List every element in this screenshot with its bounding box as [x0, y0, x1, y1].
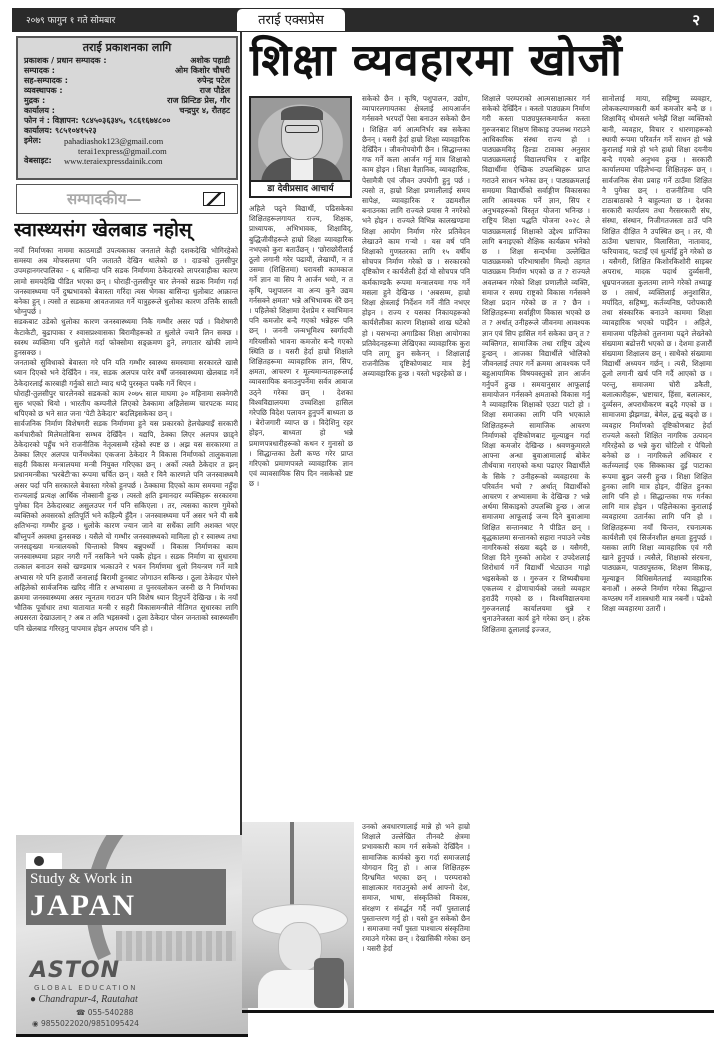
page-header-bar: [12, 8, 714, 32]
imprint-value: चन्द्रपुर ४, रौतहट: [179, 106, 230, 115]
email-row: [24, 136, 230, 146]
author-byline: डा देवीप्रसाद आचार्य: [249, 182, 352, 198]
imprint-label: सह-सम्पादक :: [24, 76, 68, 85]
pen-icon: [203, 192, 225, 206]
email-link[interactable]: terai1express@gmail.com: [78, 146, 167, 156]
email-label: इमेल:: [24, 136, 42, 145]
imprint-value: राज पौडेल: [199, 86, 230, 95]
imprint-label: मुद्रक :: [24, 96, 46, 105]
imprint-value: रुपेन्द्र पटेल: [197, 76, 230, 85]
imprint-row: [24, 106, 230, 116]
article-text: सानोलाई माया, सहिष्णु व्यवहार, लोककल्याणकारी कर्म कमजोर बन्दै छ । शिक्षाविद् थोमसले भनेझैं शिक्षा व्यक्तिको बानी, व्यवहार, विचार र धारणाहरूको स्थायी रूपमा परिवर्तन गर्ने साधन हो भन्ने कुरालाई मान्ने हो भने हाम्रो शिक्षा दयनीय बन्दै गएको अनुभव हुन्छ । सरकारी कार्यालयमा पहिलेभन्दा शिक्षितहरू छन् । सार्वजनिक सेवा प्रवाह गर्ने ठाउँमा शिक्षित नै पुगेका छन् । राजनीतिमा पनि टाठाबाठाको नै बाहुल्यता छ । देशका सरकारी कार्यालय तथा गैरसरकारी संघ, संस्था, संस्थान, निजीगतजस्ता ठाउँ पनि शिक्षित दीक्षित नै उपस्थित छन् । तर, यी ठाउँमा भ्रष्टाचार, विलासिता, नातावाद, फरियावाद, फटाइँ एवं धुर्त्याइँ हुने गरेको छ । यसैगरी, शिक्षित किशोरकिशोरी साइबर अपराध, मादक पदार्थ दुर्व्यसनी, धूम्रपानजस्ता कुलतमा लाग्ने गरेको तथ्याङ्क छ । तसर्थ, व्यक्तिलाई अनुशासित, मर्यादित, सहिष्णु, कर्तव्यनिष्ठ, परोपकारी तथा संस्कारिक बनाउने काममा शिक्षा व्यावहारिक भएको पाइँदैन । अहिले, समाजमा पहिलेको तुलनामा पढ्ने लेख्नेको संख्यामा बढोत्तरी भएको छ । देशमा हजारौं संख्यामा शिक्षालय छन् । साथैको संख्यामा विद्यार्थी अध्ययन गर्छन् । त्यसै, शिक्षामा ठूलो लगानी खर्च पनि गर्दै आएको छ । परन्तु, समाजमा चोरी डकैती, बलात्कारीहरू, भ्रष्टाचार, हिंसा, बलात्कार, दुर्व्यसन, अपराधीकरण बढ्दै गएको छ । सामाजमा झैझगडा, बेमेल, द्वन्द्व बढ्दो छ । व्यवहार निर्माणको दृष्टिकोणबाट हेर्दा राज्यले कस्तो शिक्षित नागरिक उत्पादन गरिरहेको छ भन्ने कुरा चोटिलो र पेचिलो बनेको छ । नागरिकले अधिकार र कर्तव्यलाई एक सिक्काका दुई पाटाका रूपमा बुझ्न जरुरी हुन्छ । शिक्षा शिक्षित हुनका लागि मात्र होइन, दीक्षित हुनका लागि पनि हो । सिद्धान्तका गफ गर्नका लागि मात्र होइन । पहिलेकाका कुरालाई व्यवहारमा उतार्नका लागि पनि हो । शिक्षितहरूमा नयाँ चिन्तन, रचनात्मक कार्यशैली एवं सिर्जनशील क्षमता हुनुपर्छ । यसका लागि शिक्षा व्यावहारिक एवं गरी खाने हुनुपर्छ । त्यसैले, शिक्षाको संरचना, पाठ्यक्रम, पाठ्यपुस्तक, शिक्षण सिकाइ, मूल्याङ्कन विधिसमेतलाई व्यावहारिक बनाऔं । अरूले निर्माण गरेका सिद्धान्त कण्ठस्थ गर्ने शास्त्रधारी मात्र नबनौं । पढेको शिक्षा व्यवहारमा उतारौं ।: [602, 94, 712, 614]
website-row: [24, 156, 230, 166]
editorial-label: सम्पादकीय—: [67, 190, 142, 208]
phone-icon: ☎: [76, 1008, 88, 1017]
page-number: २: [692, 11, 700, 29]
email-label-spacer: [24, 146, 64, 156]
ad-address-text: Chandrapur-4, Rautahat: [38, 994, 138, 1005]
author-photo: [249, 96, 352, 182]
city-skyline-image: [116, 931, 236, 961]
location-pin-icon: ●: [30, 994, 39, 1005]
imprint-label: सम्पादक :: [24, 66, 55, 75]
ad-country: JAPAN: [30, 889, 137, 922]
imprint-row: [24, 56, 230, 66]
imprint-row: [24, 76, 230, 86]
editorial-paragraph: नयाँ निर्माणका नाममा काठमाडौं उपत्यकाका जनताले केही दशकदेखि भोगिरहेको समस्या अब मोफसलमा पनि जताततै देखिन थालेको छ । दाङको तुलसीपुर उपमहानगरपालिका - ६ बासिन्दा पनि सडक निर्माणमा ठेकेदारको लापरवाहीका कारण लामो समयदेखि पीडित भएका छन् । घोराही-तुलसीपुर चार लेनको सडक निर्माण गर्दा जनस्वास्थ्यमा पर्ने दुष्प्रभावको बेवास्ता गरिंदा त्यस भेगका बासिन्दा धुलोबाट आक्रान्त बनेका हुन् । त्यसो त सडकमा आवतजावत गर्ने यात्रुहरूले धुलोका कारण उत्तिकै सास्ती भोग्नुपर्छ ।: [14, 246, 238, 317]
office-phone: कार्यालय: ९८५१०४१५२३: [24, 126, 97, 135]
imprint-label: कार्यालय :: [24, 106, 55, 115]
editorial-paragraph: घोराही-तुलसीपुर चारलेनको सडकको काम २०७५ साल माघमा ३० महिनामा सक्नेगरी सुरु भएको थियो । भारतीय कम्पनीले लिएको ठेक्कामा अहिलेसम्म चारपटक म्याद थपिएको छ भने सात जना 'पेटी ठेकेदार' बदलिइसकेका छन् ।: [14, 388, 238, 419]
ad-tagline: Study & Work in: [30, 871, 133, 887]
article-headline: शिक्षा व्यवहारमा खोजौं: [250, 35, 623, 86]
ad-subbrand: GLOBAL EDUCATION: [34, 984, 138, 992]
ad-telephone: [76, 1008, 133, 1018]
article-text: उनको अवधारणालाई मान्ने हो भने हाम्रो शिक्षाले उल्लेखित तीनवटै क्षेत्रमा प्रभावकारी काम गर्न सकेको देखिँदैन । सामाजिक कार्यको कुरा गर्दा समाजलाई योगदान दिनु हो । आज शिक्षितहरू दिग्भ्रमित भएका छन् । परम्पराको साक्षात्कार गराउनुको अर्थ आफ्नो देश, समाज, भाषा, संस्कृतिको विकास, संरक्षण र संवर्द्धन गर्दै नयाँ पुस्तालाई पुस्तान्तरण गर्नु हो । यसो हुन सकेको छैन । समाजमा नयाँ पुस्ता पाश्चात्य संस्कृतिमा रमाउने गरेका छन् । देखासिकी गरेका छन् । यसरी हेर्दा: [362, 822, 470, 954]
article-column-2: [362, 94, 470, 818]
article-text: अहिले पढ्ने विद्यार्थी, पढिसकेका शिक्षितहरूलगायत राज्य, शिक्षक, प्राध्यापक, अभिभावक, शिक्षाविद्, बुद्धिजीवीहरूले हाम्रो शिक्षा व्यावहारिक नभएको कुरा बताउँछन् । 'छोराछोरीलाई ठूलो लगानी गरेर पढायौं, लेखायौं, न त उसमा (शिक्षितमा) घरायसी कामकाज गर्ने ज्ञान वा सिप नै आर्जन भयो, न त कृषि, पशुपालन वा अन्य कुनै उद्यम गर्नसक्ने क्षमता' भन्ने अभिभावक धेरै छन् । पहिलेको शिक्षामा देशप्रेम र स्वाभिमान पनि कमजोर बन्दै गएको भन्नेहरू पनि छन् । जननी जन्मभूमिश्च स्वर्गादपी गरियसीको भावना कमजोर बन्दै गएको स्थिति छ । यसरी हेर्दा हाम्रो शिक्षाले शिक्षितहरूमा व्यावहारिक ज्ञान, सिप, क्षमता, आचरण र मूल्यमान्यताहरूलाई व्यावसायिक बनाउनुपर्नेमा सर्वत्र आवाज उठ्ने गरेका छन् । देशका विश्वविद्यालयमा उच्चशिक्षा हासिल गरेपछि विदेश पलायन हुनुपर्ने बाध्यता छ । बेरोजगारी व्याप्त छ । विदेशिनु रहर होइन, बाध्यता हो भन्ने प्रमाणपत्रधारीहरूको कथन र गुनासो छ । सिद्धान्तका ठेली कण्ठ गरेर प्राप्त गरिएको प्रमाणपत्रले व्यावहारिक ज्ञान एवं व्यावसायिक सिप दिन नसकेको प्रष्ट छ ।: [249, 204, 353, 489]
imprint-box: [16, 36, 238, 180]
editorial-headline: स्वास्थ्यसंग खेलबाड नहोस्: [14, 219, 192, 241]
ad-mobile: [32, 1019, 139, 1029]
ad-mobile-text: 9855022020/9851095424: [40, 1019, 139, 1028]
ad-address: [30, 994, 138, 1006]
article-column-1: [249, 204, 353, 816]
imprint-value: राज प्रिन्टिङ प्रेस, गौर: [167, 96, 230, 105]
ad-student-image: [242, 822, 354, 1008]
imprint-value: अशोक पहाडी: [190, 56, 230, 65]
editorial-paragraph: जनताको सुविधाको बेवास्ता गरे पनि यति गम्भीर स्वास्थ्य समस्यामा सरकारले खासै ध्यान दिएको भने देखिँदैन । नत्र, सडक अलपत्र पारेर वर्षौं जनस्वास्थ्यमा खेलबाड गर्ने ठेकेदारलाई कारबाही गर्नुको साटो म्याद थप्दै पुरस्कृत पक्कै गर्ने थिएन ।: [14, 358, 238, 388]
study-japan-advertisement[interactable]: [16, 835, 248, 1037]
article-text: सकेको छैन । कृषि, पशुपालन, उद्योग, व्यापारलगायतका क्षेत्रलाई आयआर्जन गर्नसक्ने भरपर्दो पेसा बनाउन सकेको छैन । शिक्षित वर्ग आत्मनिर्भर बन्न सकेका छैनन् । यसरी हेर्दा हाम्रो शिक्षा व्यावहारिक देखिँदैन । जीवनोपयोगी छैन । सिद्धान्तका गफ गर्ने कला आर्जन गर्नु मात्र शिक्षाको काम होइन । शिक्षा वैज्ञानिक, व्यावहारिक, पेसामैत्री एवं जीवन उपयोगी हुनु पर्छ । त्यसो त, हाम्रो शिक्षा प्रणालीलाई समय सापेक्ष, व्यावहारिक र उद्यमशील बनाउनका लागि राज्यले प्रयास नै नगरेको भने होइन । राज्यले विभिन्न कालखण्डमा शिक्षा आयोग निर्माण गरेर प्रतिवेदन लेखाउने काम गर्‍यो । यस वर्ष पनि शिक्षाको गुणस्तरका लागि १५ वर्षीय सोचपत्र निर्माण गरेको छ । सरकारको दृष्टिकोण र कार्यशैली हेर्दा यो सोचपत्र पनि कर्मकाण्डकै रूपमा मन्त्रालयमा गफ गर्ने मसला हुने देखिन्छ । 'अबसम्म, हाम्रो शिक्षा क्षेत्रलाई निर्देशन गर्ने नीति नभएर होइन । राज्य र यसका निकायहरूको कार्यशैलीका कारण शिक्षाको शाख घटेको हो । यसभन्दा अगाडिका शिक्षा आयोगका प्रतिवेदनहरूमा लेखिएका व्यावहारिक कुरा पनि लागू हुन सकेनन् । शिक्षालाई राजनीतिक दृष्टिकोणबाट मात्र हेर्नु अव्यावहारिक हुन्छ । यस्तो भइरहेको छ ।: [362, 94, 470, 379]
editorial-body: [14, 246, 238, 830]
imprint-row: [24, 96, 230, 106]
article-column-3: [482, 94, 590, 1006]
article-column-4: [602, 94, 712, 1006]
imprint-title: तराई प्रकाशनका लागि: [82, 41, 172, 54]
ad-phone: फोन नं : विज्ञापन: ९८४५०३६३४५, ९८६१६७४८००: [24, 116, 171, 125]
ad-brand-logo: ASTON: [30, 958, 120, 983]
email-row: [24, 146, 230, 156]
editorial-paragraph: सार्वजनिक निर्माण विशेषगरी सडक निर्माणमा हुने यस प्रकारको हेलचेक्र्याइँ सरकारी कर्मचारीको मिलेमतोबिना सम्भव देखिँदैन । यद्यपि, ठेक्का लिएर अलपत्र छाड्ने ठेकेदारको पहुँच भने राजनीतिक नेतृत्वसम्मै रहेको स्पष्ट छ । अझ यस सरकारमा त ठेक्का लिएर अलपत्र पार्नेमध्येका एकजना ठेकेदार नै विकास निर्माणको तालुकवाला सहरी विकास मन्त्रालयमा मन्त्री नियुक्त गरिएका छन् । अर्को त्यस्तै ठेकेदार त झन् प्रधानमन्त्रीका 'घरबेटी'का रूपमा चर्चित छन् । यस्तै र यिनै कारणले पनि जनस्वास्थ्यमै असर पर्दा पनि सरकारले बेवास्ता गरेको हुनपर्छ । ठेक्कामा दिएको काम समयमा नहुँदा राज्यलाई प्रत्यक्ष आर्थिक नोक्सानी हुन्छ । त्यस्तो क्षति इमानदार व्यक्तिहरू सरकारमा पुगेका दिन ठेकेदारबाट असुलउपर गर्न पनि सकिएला । तर, त्यसका कारण गुमेको व्यक्तिको अवसरको क्षतिपूर्ति भने कहिल्यै हुँदैन । जनस्वास्थ्यमा पर्ने असर भने यी सबै क्षतिभन्दा गम्भीर हुन्छ । धुलोके कारण ज्यान जाने वा सधैंका लागि अशक्त भएर बाँच्नुपर्ने अवस्था हुनसक्छ । यसैले यो गम्भीर जनस्वास्थ्यको मामिला हो र स्वास्थ्य तथा जनसङ्ख्या मन्त्रालयको चिन्ताको विषय बन्नुपर्थ्यो । विकास निर्माणका काम जनस्वास्थ्यमा प्रहार नगरी गर्ने नसकिने भने पक्कै होइन । सडक निर्माण वा सुधारमा तत्काल बनाउन सको खण्डमात्र भत्काउने र भवन निर्माणमा धुलो नियन्त्रण गर्ने मात्रै अभ्यास गरे पनि हजारौं जनालाई बिरामी हुनबाट जोगाउन सकिन्छ । ठूला ठेकेदार पोस्ने अहिलेको सार्वजनिक खरिद नीति र अभ्यासमा त पुनरवलोकन जरुरी छ नै निर्माणका क्रममा जनस्वास्थ्यमा असर न्यूनतम गराउन पनि विशेष ध्यान दिनुपर्ने देखिन्छ । के नयाँ भौतिक पूर्वाधार तथा यातायात मन्त्री र सहरी विकासमन्त्रीले नीतिगत सुधारका लागि अग्रसरता देखाउलान् ? अब त अति भइसक्यो । ठूला ठेकेदार पोस्न जनताको स्वास्थ्यसँग पनि खेलबाड गरिरहनु पापमात्र होइन अपराध पनि हो ।: [14, 419, 238, 633]
masthead: तराई एक्सप्रेस: [236, 8, 346, 32]
imprint-label: व्यवस्थापक :: [24, 86, 63, 95]
editorial-paragraph: सडकबाट उडेको धुलोका कारण जनस्वास्थ्यमा निकै गम्भीर असर पर्छ । विशेषगरी केटाकेटी, बुढापाका र श्वासप्रश्वासका बिरामीहरूको त धुलोले ज्यानै लिन सक्छ । स्वस्थ व्यक्तिमा पनि धुलोले गर्दा फोक्सोमा सङ्क्रमण हुने, लगातार खोकी लाग्ने हुनसक्छ ।: [14, 317, 238, 358]
ad-telephone-text: 055-540288: [87, 1008, 134, 1017]
article-column-2-continued: [362, 822, 470, 1006]
japan-flag-icon: [26, 853, 62, 869]
mobile-icon: ◉: [32, 1019, 41, 1028]
website-label: वेबसाइट:: [24, 156, 52, 165]
email-link[interactable]: pahadiashok123@gmail.com: [64, 136, 164, 146]
article-text: शिक्षाले परम्पराको आत्मसाक्षात्कार गर्न सकेको देखिँदैन । कस्तो पाठ्यक्रम निर्माण गरी कस्ता पाठ्यपुस्तकमार्फत कस्ता गुरुजनबाट शिक्षण सिकाइ उपलब्ध गराउने आधिकारिक संस्था राज्य हो । पाठ्यक्रमविद् हिल्डा टावाका अनुसार पाठ्यक्रमलाई विद्यालयभित्र र बाहिर विद्यार्थीमा ऐच्छिक उपलब्धिहरू प्राप्त गराउने साधन भनेका छन् । पाठ्यक्रमलाई समग्रमा विद्यार्थीको सर्वाङ्गीण विकासका लागि आवश्यक पर्ने ज्ञान, सिप र अनुभवहरूको विस्तृत योजना भनिन्छ । राष्ट्रिय शिक्षा पद्धति योजना २०२८ ले पाठ्यक्रमलाई शिक्षाको उद्देश्य प्राप्तिका लागि बनाइएको शैक्षिक कार्यक्रम भनेको छ । शिक्षा सन्दर्भमा उल्लेखित पाठ्यक्रमको परिभाषासँग मिल्दो तहगत पाठ्यक्रम निर्माण भएको छ त ? राज्यले अवलम्बन गरेको शिक्षा प्रणालीले व्यक्ति, समाज र समग्र राष्ट्रको विकास गर्नसक्ने शिक्षा प्रदान गरेको छ त ? छैन । शिक्षितहरूमा सर्वाङ्गीण विकास भएको छ त ? अर्थात् उनीहरूले जीवनमा आवश्यक ज्ञान एवं सिप हासिल गर्न सकेका छन् त ? व्यक्तिगत, सामाजिक तथा राष्ट्रिय उद्देश्य हुन्छन् । आजका विद्यार्थीले भोलिको जीवनलाई तयार गर्ने क्रममा आवश्यक पर्ने बहुआयामिक विषयवस्तुको ज्ञान आर्जन गर्नुपर्ने हुन्छ । समयानुसार आफूलाई समायोजन गर्नसक्ने क्षमताको विकास गर्नु नै व्यावहारिक शिक्षाको एउटा पाटो हो । शिक्षा समाजका लागि पनि भएकाले शिक्षितहरूले सामाजिक आचरण निर्माणको दृष्टिकोणबाट मूल्याङ्कन गर्दा शिक्षा कमजोर देखिन्छ । श्रवणकुमारले आफ्ना अन्धा बुवाआमालाई बोकेर तीर्थयात्रा गराएको कथा पढाएर विद्यार्थीले के सिके ? उनीहरूको व्यवहारमा के परिवर्तन भयो ? अर्थात् विद्यार्थीको आचरण र अभ्यासमा के देखिन्छ ? भन्ने अर्थमा सिकाइको उपलब्धि हुन्छ । आज समाजमा आफूलाई जन्म दिने बुवाआमा शिक्षित सन्तानबाट नै पीडित छन् । बृद्धकालमा सन्तानको सहारा नपाउने ज्येष्ठ नागरिकको संख्या बढ्दै छ । यसैगरी, शिक्षा दिने गुरुको आदेश र उपदेशलाई शिरोधार्य गर्ने विद्यार्थी भेट्याउन गाह्रो भइसकेको छ । गुरुजन र शिष्यबीचमा एकलव्य र द्रोणाचार्यको जस्तो व्यवहार हराउँदै गएको छ । विश्वविद्यालयमा गुरुजनलाई कार्यालयमा थुन्ने र थुनाउनेजस्ता कार्य हुने गरेका छन् । हरेक शिक्षितमा ठूलालाई इज्जत,: [482, 94, 590, 634]
imprint-value: ओम किशोर चौधरी: [175, 66, 230, 75]
imprint-label: प्रकाशक / प्रधान सम्पादक :: [24, 56, 107, 65]
editorial-label-box: [16, 184, 238, 214]
left-column: [12, 32, 238, 1028]
website-link[interactable]: www.teraiexpressdainik.com: [64, 156, 163, 166]
imprint-row: [24, 86, 230, 96]
bottom-rule: [242, 1010, 714, 1013]
issue-date: २०७९ फागुन १ गते सोमबार: [26, 16, 116, 26]
imprint-row: [24, 66, 230, 76]
